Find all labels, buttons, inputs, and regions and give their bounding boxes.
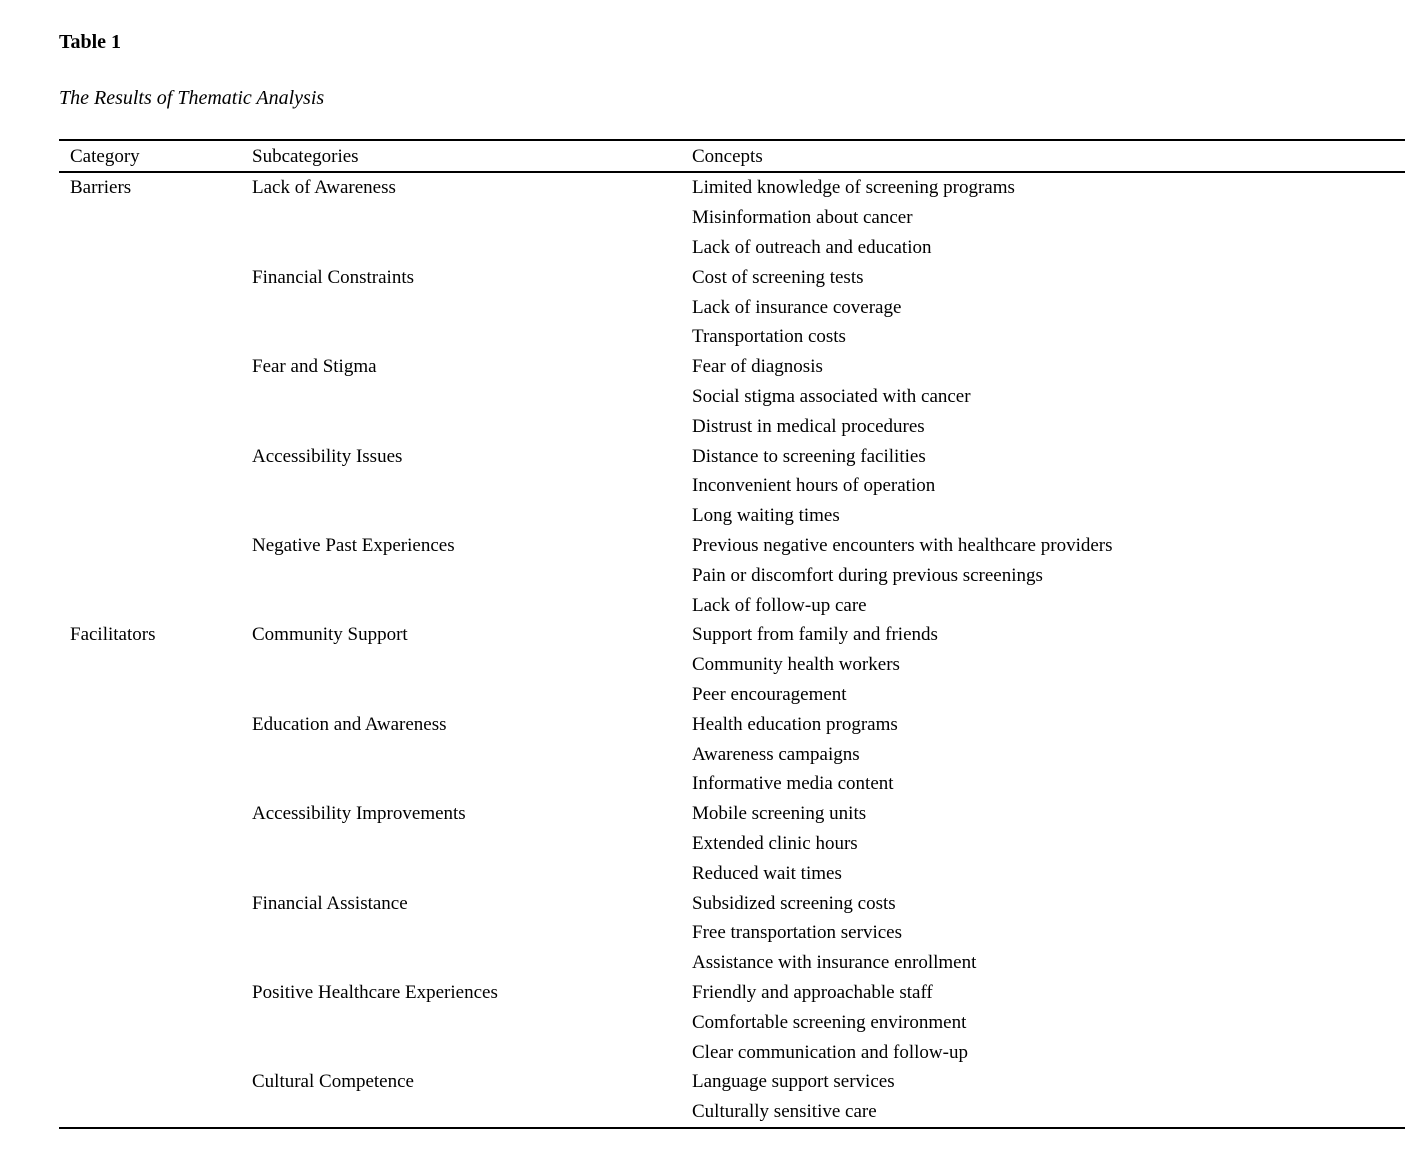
- concept-cell: Lack of insurance coverage: [692, 296, 902, 318]
- concept-cell: Cost of screening tests: [692, 266, 864, 288]
- table-row: [59, 262, 1405, 292]
- concept-cell: Informative media content: [692, 773, 894, 795]
- thematic-analysis-table: [59, 139, 1405, 1129]
- category-cell: [59, 769, 241, 799]
- subcategory-cell: Lack of Awareness: [252, 177, 396, 199]
- table-row: [59, 650, 1405, 680]
- subcategory-cell: [241, 322, 681, 352]
- subcategory-cell: [241, 769, 681, 799]
- concept-cell: Distance to screening facilities: [692, 445, 926, 467]
- table-row: [59, 292, 1405, 322]
- category-cell: [59, 948, 241, 978]
- table-row: [59, 888, 1405, 918]
- subcategory-cell: [241, 501, 681, 531]
- subcategory-cell: [241, 918, 681, 948]
- category-cell: [59, 680, 241, 710]
- category-cell: Facilitators: [70, 624, 156, 646]
- subcategory-cell: [241, 203, 681, 233]
- table-row: [59, 918, 1405, 948]
- table-row: [59, 799, 1405, 829]
- category-cell: [59, 471, 241, 501]
- table-row: [59, 680, 1405, 710]
- category-cell: [59, 382, 241, 412]
- category-cell: [59, 322, 241, 352]
- category-cell: [59, 292, 241, 322]
- subcategory-cell: [241, 411, 681, 441]
- category-cell: [59, 829, 241, 859]
- subcategory-cell: [241, 739, 681, 769]
- category-cell: [59, 352, 241, 382]
- category-cell: [59, 1097, 241, 1128]
- subcategory-cell: Positive Healthcare Experiences: [252, 981, 498, 1003]
- category-cell: [59, 1037, 241, 1067]
- column-header-concepts: Concepts: [692, 145, 763, 167]
- subcategory-cell: Accessibility Improvements: [252, 803, 466, 825]
- table-row: [59, 858, 1405, 888]
- subcategory-cell: [241, 1037, 681, 1067]
- category-cell: [59, 262, 241, 292]
- table-row: [59, 560, 1405, 590]
- table-row: [59, 382, 1405, 412]
- concept-cell: Mobile screening units: [692, 803, 867, 825]
- concept-cell: Assistance with insurance enrollment: [692, 952, 977, 974]
- concept-cell: Health education programs: [692, 713, 898, 735]
- table-row: [59, 709, 1405, 739]
- subcategory-cell: [241, 382, 681, 412]
- concept-cell: Long waiting times: [692, 505, 840, 527]
- column-header-subcategories: Subcategories: [252, 145, 359, 167]
- subcategory-cell: [241, 948, 681, 978]
- concept-cell: Culturally sensitive care: [692, 1101, 877, 1123]
- subcategory-cell: Negative Past Experiences: [252, 534, 455, 556]
- table-row: [59, 1097, 1405, 1128]
- concept-cell: Clear communication and follow-up: [692, 1041, 968, 1063]
- concept-cell: Previous negative encounters with healthcare providers: [692, 534, 1113, 556]
- subcategory-cell: Education and Awareness: [252, 713, 447, 735]
- concept-cell: Community health workers: [692, 654, 900, 676]
- category-cell: [59, 590, 241, 620]
- category-cell: [59, 650, 241, 680]
- concept-cell: Misinformation about cancer: [692, 207, 913, 229]
- column-header-category: Category: [70, 145, 140, 167]
- table-row: [59, 203, 1405, 233]
- subcategory-cell: [241, 560, 681, 590]
- concept-cell: Social stigma associated with cancer: [692, 385, 971, 407]
- table-row: [59, 322, 1405, 352]
- subcategory-cell: [241, 680, 681, 710]
- category-cell: [59, 739, 241, 769]
- table-label: Table 1: [59, 31, 122, 53]
- concept-cell: Subsidized screening costs: [692, 892, 896, 914]
- category-cell: [59, 799, 241, 829]
- concept-cell: Language support services: [692, 1071, 895, 1093]
- category-cell: [59, 1067, 241, 1097]
- category-cell: [59, 501, 241, 531]
- subcategory-cell: [241, 292, 681, 322]
- table-row: [59, 978, 1405, 1008]
- concept-cell: Inconvenient hours of operation: [692, 475, 936, 497]
- concept-cell: Free transportation services: [692, 922, 902, 944]
- table-row: [59, 829, 1405, 859]
- table-header: [59, 140, 1405, 172]
- table-row: [59, 1007, 1405, 1037]
- subcategory-cell: [241, 829, 681, 859]
- table-row: [59, 590, 1405, 620]
- table-row: [59, 739, 1405, 769]
- table-row: [59, 531, 1405, 561]
- category-cell: [59, 233, 241, 263]
- table-body: [59, 172, 1405, 1128]
- table-row: [59, 1067, 1405, 1097]
- subcategory-cell: Accessibility Issues: [252, 445, 403, 467]
- category-cell: [59, 1007, 241, 1037]
- concept-cell: Transportation costs: [692, 326, 846, 348]
- concept-cell: Fear of diagnosis: [692, 356, 823, 378]
- subcategory-cell: [241, 233, 681, 263]
- subcategory-cell: Cultural Competence: [252, 1071, 414, 1093]
- table-row: [59, 352, 1405, 382]
- concept-cell: Support from family and friends: [692, 624, 938, 646]
- category-cell: [59, 978, 241, 1008]
- category-cell: [59, 918, 241, 948]
- concept-cell: Peer encouragement: [692, 683, 847, 705]
- category-cell: [59, 441, 241, 471]
- subcategory-cell: Community Support: [252, 624, 408, 646]
- subcategory-cell: Financial Constraints: [252, 266, 415, 288]
- subcategory-cell: [241, 1007, 681, 1037]
- document-page: [59, 0, 1405, 1129]
- concept-cell: Friendly and approachable staff: [692, 981, 933, 1003]
- category-cell: [59, 203, 241, 233]
- concept-cell: Awareness campaigns: [692, 743, 860, 765]
- concept-cell: Comfortable screening environment: [692, 1011, 967, 1033]
- concept-cell: Limited knowledge of screening programs: [692, 177, 1015, 199]
- category-cell: [59, 888, 241, 918]
- table-row: [59, 1037, 1405, 1067]
- subcategory-cell: [241, 590, 681, 620]
- table-title: The Results of Thematic Analysis: [59, 87, 325, 109]
- table-row: [59, 172, 1405, 203]
- concept-cell: Reduced wait times: [692, 862, 842, 884]
- table-row: [59, 501, 1405, 531]
- table-row: [59, 471, 1405, 501]
- category-cell: [59, 560, 241, 590]
- category-cell: [59, 411, 241, 441]
- category-cell: [59, 531, 241, 561]
- table-header-row: [59, 140, 1405, 172]
- subcategory-cell: [241, 650, 681, 680]
- category-cell: [59, 858, 241, 888]
- subcategory-cell: [241, 1097, 681, 1128]
- table-row: [59, 948, 1405, 978]
- concept-cell: Lack of follow-up care: [692, 594, 867, 616]
- subcategory-cell: Financial Assistance: [252, 892, 408, 914]
- concept-cell: Pain or discomfort during previous screenings: [692, 564, 1043, 586]
- concept-cell: Lack of outreach and education: [692, 236, 932, 258]
- category-cell: Barriers: [70, 177, 132, 199]
- category-cell: [59, 709, 241, 739]
- concept-cell: Distrust in medical procedures: [692, 415, 925, 437]
- concept-cell: Extended clinic hours: [692, 832, 858, 854]
- subcategory-cell: [241, 471, 681, 501]
- table-row: [59, 769, 1405, 799]
- table-row: [59, 620, 1405, 650]
- subcategory-cell: Fear and Stigma: [252, 356, 377, 378]
- subcategory-cell: [241, 858, 681, 888]
- table-row: [59, 441, 1405, 471]
- table-row: [59, 233, 1405, 263]
- table-row: [59, 411, 1405, 441]
